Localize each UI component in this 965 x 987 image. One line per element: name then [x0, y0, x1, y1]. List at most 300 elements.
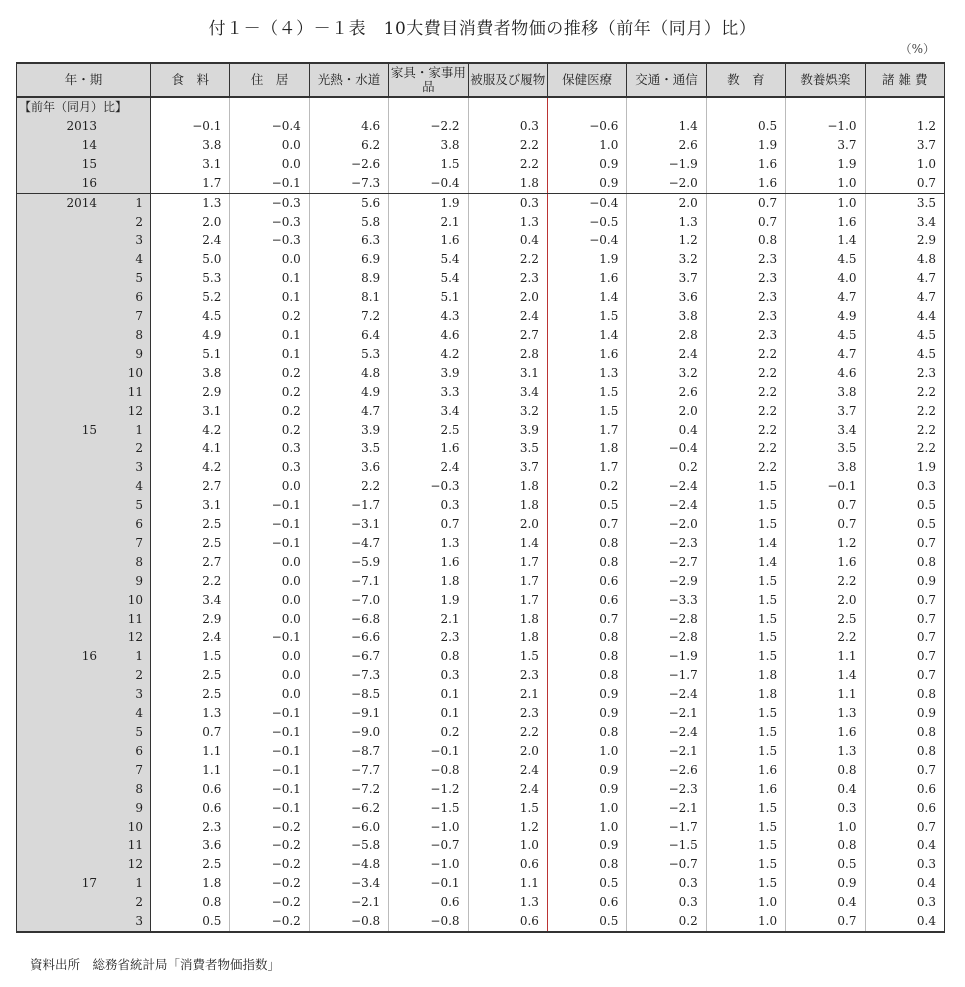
value-cell: 2.6: [627, 136, 706, 155]
period-cell: [17, 496, 151, 515]
value-cell: 4.5: [786, 326, 865, 345]
value-cell: 4.9: [309, 383, 388, 402]
value-cell: 0.7: [865, 534, 944, 553]
source-note: 資料出所 総務省統計局「消費者物価指数」: [30, 957, 281, 972]
value-cell: 2.1: [389, 213, 468, 232]
month-label: 12: [127, 630, 143, 645]
year-label: 16: [81, 175, 97, 190]
value-cell: −0.8: [309, 912, 388, 932]
value-cell: 0.0: [230, 477, 309, 496]
value-cell: 2.0: [468, 515, 547, 534]
value-cell: 3.8: [389, 136, 468, 155]
value-cell: −0.2: [230, 912, 309, 932]
value-cell: 3.5: [865, 193, 944, 212]
value-cell: −2.6: [309, 155, 388, 174]
value-cell: 0.9: [786, 874, 865, 893]
value-cell: 2.9: [151, 610, 230, 629]
value-cell: 1.2: [468, 818, 547, 837]
month-label: 10: [127, 819, 143, 834]
value-cell: 4.2: [389, 345, 468, 364]
value-cell: 2.3: [706, 288, 785, 307]
value-cell: 2.0: [468, 288, 547, 307]
section-row: [17, 97, 945, 117]
period-cell: [17, 250, 151, 269]
value-cell: −6.0: [309, 818, 388, 837]
value-cell: 0.5: [865, 515, 944, 534]
value-cell: 0.8: [547, 534, 626, 553]
value-cell: 3.1: [151, 402, 230, 421]
value-cell: 1.4: [547, 288, 626, 307]
value-cell: −7.1: [309, 572, 388, 591]
value-cell: 6.4: [309, 326, 388, 345]
value-cell: −2.0: [627, 174, 706, 193]
value-cell: 2.2: [468, 723, 547, 742]
value-cell: 1.6: [706, 761, 785, 780]
value-cell: 4.7: [786, 288, 865, 307]
value-cell: 0.3: [230, 458, 309, 477]
value-cell: 0.9: [547, 155, 626, 174]
value-cell: 1.5: [706, 799, 785, 818]
value-cell: 0.7: [786, 912, 865, 932]
value-cell: −0.4: [547, 231, 626, 250]
value-cell: −7.3: [309, 174, 388, 193]
table-row: [17, 117, 945, 136]
value-cell: 0.9: [547, 780, 626, 799]
value-cell: 0.8: [547, 855, 626, 874]
period-cell: [17, 155, 151, 174]
value-cell: −3.1: [309, 515, 388, 534]
value-cell: 0.1: [389, 685, 468, 704]
period-cell: [17, 666, 151, 685]
value-cell: −5.9: [309, 553, 388, 572]
value-cell: 2.6: [627, 383, 706, 402]
month-label: 6: [135, 743, 143, 758]
table-row: [17, 250, 945, 269]
value-cell: 0.0: [230, 647, 309, 666]
value-cell: 2.3: [706, 250, 785, 269]
value-cell: 5.1: [389, 288, 468, 307]
value-cell: 2.2: [706, 421, 785, 440]
value-cell: 0.8: [547, 666, 626, 685]
value-cell: 2.2: [151, 572, 230, 591]
value-cell: 0.7: [865, 761, 944, 780]
value-cell: 2.2: [706, 458, 785, 477]
value-cell: 2.3: [389, 628, 468, 647]
value-cell: 0.8: [786, 761, 865, 780]
value-cell: 1.5: [706, 647, 785, 666]
value-cell: 0.8: [865, 685, 944, 704]
value-cell: 2.0: [627, 402, 706, 421]
value-cell: 2.5: [151, 534, 230, 553]
table-row: [17, 213, 945, 232]
value-cell: 0.0: [230, 136, 309, 155]
value-cell: 1.5: [706, 723, 785, 742]
value-cell: 0.8: [389, 647, 468, 666]
value-cell: −0.8: [389, 912, 468, 932]
header-recreation: 教養娯楽: [786, 63, 865, 97]
table-row: [17, 136, 945, 155]
value-cell: 5.2: [151, 288, 230, 307]
value-cell: 1.4: [706, 534, 785, 553]
value-cell: 1.1: [468, 874, 547, 893]
value-cell: 0.7: [865, 666, 944, 685]
month-label: 2: [135, 214, 143, 229]
value-cell: 0.5: [706, 117, 785, 136]
header-row: [17, 63, 945, 97]
value-cell: 1.5: [468, 647, 547, 666]
table-row: [17, 477, 945, 496]
value-cell: 1.8: [706, 685, 785, 704]
value-cell: 1.0: [865, 155, 944, 174]
value-cell: −0.2: [230, 893, 309, 912]
value-cell: 1.5: [706, 628, 785, 647]
value-cell: 5.1: [151, 345, 230, 364]
value-cell: 0.2: [230, 307, 309, 326]
value-cell: 0.4: [865, 912, 944, 932]
value-cell: 1.4: [786, 666, 865, 685]
value-cell: 1.5: [389, 155, 468, 174]
value-cell: 6.3: [309, 231, 388, 250]
value-cell: −1.0: [389, 818, 468, 837]
value-cell: 4.0: [786, 269, 865, 288]
value-cell: 0.3: [865, 893, 944, 912]
period-cell: [17, 174, 151, 193]
table-row: [17, 345, 945, 364]
value-cell: 1.4: [468, 534, 547, 553]
value-cell: 1.6: [706, 174, 785, 193]
value-cell: −0.6: [547, 117, 626, 136]
value-cell: 1.5: [706, 572, 785, 591]
value-cell: 1.9: [706, 136, 785, 155]
value-cell: 0.0: [230, 685, 309, 704]
value-cell: 0.7: [706, 213, 785, 232]
value-cell: −0.1: [389, 874, 468, 893]
year-label: 16: [81, 649, 97, 664]
value-cell: 0.3: [627, 874, 706, 893]
value-cell: 3.5: [309, 439, 388, 458]
value-cell: 1.5: [706, 704, 785, 723]
value-cell: 2.7: [468, 326, 547, 345]
value-cell: 1.8: [151, 874, 230, 893]
table-row: [17, 836, 945, 855]
month-label: 10: [127, 592, 143, 607]
period-cell: [17, 288, 151, 307]
value-cell: 3.9: [309, 421, 388, 440]
value-cell: 3.4: [468, 383, 547, 402]
value-cell: 0.7: [389, 515, 468, 534]
value-cell: 5.4: [389, 269, 468, 288]
period-cell: [17, 723, 151, 742]
value-cell: 1.8: [468, 610, 547, 629]
value-cell: 0.9: [547, 685, 626, 704]
value-cell: −3.3: [627, 591, 706, 610]
value-cell: 1.3: [547, 364, 626, 383]
header-transport: 交通・通信: [627, 63, 706, 97]
value-cell: 0.7: [547, 515, 626, 534]
value-cell: 0.4: [786, 780, 865, 799]
month-label: 5: [135, 498, 143, 513]
value-cell: 1.3: [468, 893, 547, 912]
value-cell: 1.5: [706, 515, 785, 534]
value-cell: −0.7: [627, 855, 706, 874]
period-cell: [17, 742, 151, 761]
value-cell: 1.5: [468, 799, 547, 818]
period-cell: [17, 553, 151, 572]
month-label: 7: [135, 762, 143, 777]
value-cell: 2.4: [468, 307, 547, 326]
value-cell: −2.3: [627, 780, 706, 799]
value-cell: 0.2: [230, 383, 309, 402]
value-cell: 2.2: [468, 136, 547, 155]
value-cell: 1.9: [389, 193, 468, 212]
table-row: [17, 496, 945, 515]
value-cell: 3.7: [865, 136, 944, 155]
value-cell: 0.3: [468, 193, 547, 212]
value-cell: 5.3: [151, 269, 230, 288]
header-food: 食 料: [151, 63, 230, 97]
period-cell: [17, 458, 151, 477]
value-cell: 4.3: [389, 307, 468, 326]
value-cell: 1.5: [706, 610, 785, 629]
value-cell: 1.5: [706, 836, 785, 855]
value-cell: 1.5: [706, 818, 785, 837]
value-cell: 0.9: [547, 704, 626, 723]
value-cell: 1.6: [706, 155, 785, 174]
value-cell: 3.2: [627, 250, 706, 269]
value-cell: 3.7: [786, 402, 865, 421]
value-cell: 0.8: [547, 628, 626, 647]
value-cell: 1.8: [547, 439, 626, 458]
value-cell: 0.0: [230, 666, 309, 685]
value-cell: 3.9: [468, 421, 547, 440]
table-row: [17, 799, 945, 818]
period-cell: [17, 685, 151, 704]
value-cell: 1.6: [389, 231, 468, 250]
table-row: [17, 231, 945, 250]
header-clothing: 被服及び履物: [468, 63, 547, 97]
value-cell: 0.6: [151, 799, 230, 818]
value-cell: −1.9: [627, 647, 706, 666]
value-cell: 0.6: [468, 855, 547, 874]
period-cell: [17, 307, 151, 326]
value-cell: 0.9: [547, 761, 626, 780]
table-row: [17, 421, 945, 440]
value-cell: 0.3: [865, 477, 944, 496]
value-cell: −2.7: [627, 553, 706, 572]
value-cell: 0.9: [547, 836, 626, 855]
month-label: 1: [135, 876, 143, 891]
value-cell: 1.8: [468, 174, 547, 193]
value-cell: 0.8: [706, 231, 785, 250]
value-cell: 0.7: [786, 515, 865, 534]
value-cell: 3.5: [468, 439, 547, 458]
value-cell: 3.4: [151, 591, 230, 610]
value-cell: 1.1: [786, 685, 865, 704]
value-cell: 2.4: [468, 761, 547, 780]
value-cell: 3.8: [786, 458, 865, 477]
month-label: 6: [135, 290, 143, 305]
value-cell: 4.2: [151, 421, 230, 440]
period-cell: [17, 893, 151, 912]
value-cell: 5.6: [309, 193, 388, 212]
value-cell: 0.5: [547, 496, 626, 515]
table-row: [17, 402, 945, 421]
value-cell: 8.9: [309, 269, 388, 288]
period-cell: [17, 402, 151, 421]
value-cell: −2.4: [627, 477, 706, 496]
value-cell: −2.6: [627, 761, 706, 780]
value-cell: 0.7: [151, 723, 230, 742]
value-cell: 0.6: [151, 780, 230, 799]
value-cell: −2.8: [627, 610, 706, 629]
value-cell: 2.3: [468, 666, 547, 685]
value-cell: 0.4: [786, 893, 865, 912]
value-cell: 1.5: [706, 855, 785, 874]
section-label: 【前年（同月）比】: [17, 97, 151, 117]
value-cell: 3.1: [151, 496, 230, 515]
value-cell: −0.1: [230, 628, 309, 647]
month-label: 12: [127, 403, 143, 418]
period-cell: [17, 421, 151, 440]
value-cell: 2.2: [468, 155, 547, 174]
value-cell: 2.4: [151, 231, 230, 250]
value-cell: −1.0: [389, 855, 468, 874]
year-label: 14: [81, 137, 97, 152]
value-cell: 1.8: [468, 628, 547, 647]
value-cell: 2.2: [786, 628, 865, 647]
value-cell: 1.4: [706, 553, 785, 572]
value-cell: −6.2: [309, 799, 388, 818]
value-cell: −1.7: [627, 818, 706, 837]
table-row: [17, 610, 945, 629]
period-cell: [17, 193, 151, 212]
value-cell: 1.0: [786, 174, 865, 193]
value-cell: 0.8: [151, 893, 230, 912]
table-row: [17, 553, 945, 572]
value-cell: 1.5: [151, 647, 230, 666]
value-cell: 1.7: [468, 591, 547, 610]
value-cell: 0.8: [865, 553, 944, 572]
value-cell: −0.1: [230, 534, 309, 553]
value-cell: 2.2: [706, 439, 785, 458]
period-cell: [17, 912, 151, 932]
cpi-table: [16, 62, 945, 933]
table-row: [17, 912, 945, 932]
value-cell: 1.5: [547, 402, 626, 421]
period-cell: [17, 610, 151, 629]
value-cell: −0.1: [230, 704, 309, 723]
month-label: 9: [135, 573, 143, 588]
month-label: 5: [135, 271, 143, 286]
value-cell: 1.3: [786, 742, 865, 761]
header-furniture: 家具・家事用品: [389, 63, 468, 97]
value-cell: 0.0: [230, 553, 309, 572]
value-cell: −2.4: [627, 723, 706, 742]
value-cell: 1.0: [547, 742, 626, 761]
value-cell: 1.2: [627, 231, 706, 250]
value-cell: −1.7: [627, 666, 706, 685]
table-row: [17, 855, 945, 874]
table-row: [17, 534, 945, 553]
value-cell: 0.5: [151, 912, 230, 932]
value-cell: −9.0: [309, 723, 388, 742]
value-cell: −2.1: [627, 799, 706, 818]
table-row: [17, 364, 945, 383]
table-row: [17, 893, 945, 912]
value-cell: 0.0: [230, 250, 309, 269]
value-cell: 0.8: [547, 647, 626, 666]
value-cell: 0.5: [786, 855, 865, 874]
value-cell: 6.9: [309, 250, 388, 269]
table-row: [17, 326, 945, 345]
value-cell: 1.9: [389, 591, 468, 610]
value-cell: 4.9: [151, 326, 230, 345]
value-cell: 1.0: [786, 193, 865, 212]
value-cell: 0.7: [865, 591, 944, 610]
value-cell: 2.5: [389, 421, 468, 440]
value-cell: −1.5: [627, 836, 706, 855]
period-cell: [17, 117, 151, 136]
table-row: [17, 761, 945, 780]
value-cell: −0.7: [389, 836, 468, 855]
value-cell: −1.2: [389, 780, 468, 799]
value-cell: 2.0: [468, 742, 547, 761]
value-cell: −8.5: [309, 685, 388, 704]
value-cell: −0.4: [547, 193, 626, 212]
value-cell: −0.1: [230, 742, 309, 761]
year-label: 15: [81, 422, 97, 437]
value-cell: 0.5: [547, 874, 626, 893]
header-utilities: 光熱・水道: [309, 63, 388, 97]
value-cell: −2.1: [627, 742, 706, 761]
value-cell: 0.3: [786, 799, 865, 818]
period-cell: [17, 345, 151, 364]
value-cell: 2.4: [468, 780, 547, 799]
value-cell: −0.2: [230, 874, 309, 893]
table-row: [17, 174, 945, 193]
value-cell: −6.7: [309, 647, 388, 666]
value-cell: 1.2: [786, 534, 865, 553]
period-cell: [17, 572, 151, 591]
value-cell: −3.4: [309, 874, 388, 893]
value-cell: 3.8: [786, 383, 865, 402]
value-cell: 0.4: [627, 421, 706, 440]
value-cell: 1.3: [627, 213, 706, 232]
value-cell: 1.7: [547, 421, 626, 440]
value-cell: 1.2: [865, 117, 944, 136]
value-cell: 3.8: [627, 307, 706, 326]
month-label: 10: [127, 365, 143, 380]
value-cell: 0.0: [230, 572, 309, 591]
value-cell: 2.2: [706, 402, 785, 421]
value-cell: 3.4: [865, 213, 944, 232]
value-cell: −0.1: [230, 515, 309, 534]
value-cell: −0.2: [230, 818, 309, 837]
value-cell: 1.3: [468, 213, 547, 232]
value-cell: 2.7: [151, 477, 230, 496]
value-cell: 5.3: [309, 345, 388, 364]
value-cell: 4.7: [309, 402, 388, 421]
table-title: 付１－（４）－１表 10大費目消費者物価の推移（前年（同月）比）: [208, 19, 757, 39]
value-cell: −0.1: [786, 477, 865, 496]
value-cell: 2.9: [151, 383, 230, 402]
value-cell: 4.8: [865, 250, 944, 269]
month-label: 8: [135, 327, 143, 342]
value-cell: −0.4: [627, 439, 706, 458]
value-cell: −7.2: [309, 780, 388, 799]
value-cell: 0.4: [865, 836, 944, 855]
value-cell: 3.3: [389, 383, 468, 402]
